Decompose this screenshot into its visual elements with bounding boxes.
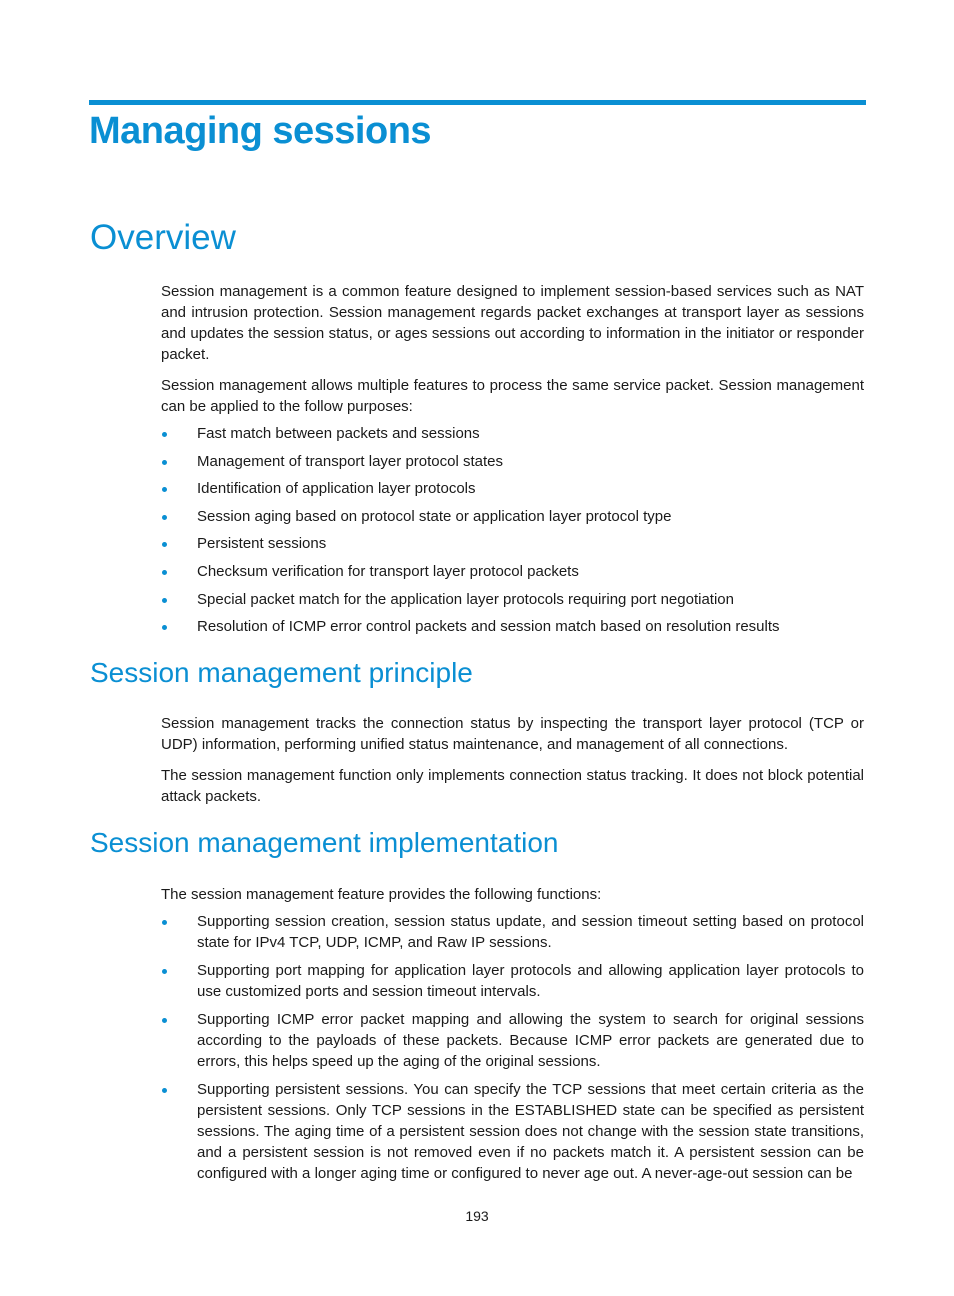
implementation-heading: Session management implementation: [90, 827, 559, 858]
bullet-icon: [162, 1018, 167, 1023]
bullet-icon: [162, 969, 167, 974]
list-item: Resolution of ICMP error control packets and session match based on resolution results: [161, 616, 864, 637]
implementation-bullet-list: [161, 911, 864, 1191]
bullet-icon: [162, 515, 167, 520]
bullet-icon: [162, 487, 167, 492]
principle-heading: Session management principle: [90, 657, 473, 688]
principle-paragraph-2: The session management function only implements connection status tracking. It does not block potential attack packets.: [161, 767, 864, 805]
list-item: Identification of application layer protocols: [161, 478, 864, 499]
overview-bullet-list: [161, 423, 864, 644]
bullet-icon: [162, 625, 167, 630]
list-item: Supporting ICMP error packet mapping and allowing the system to search for original sessions according to the payloads of these packets. Because ICMP error packets are generated due to errors, this helps speed up the aging of the original sessions.: [161, 1009, 864, 1072]
list-item: Persistent sessions: [161, 533, 864, 554]
overview-paragraph-2: Session management allows multiple features to process the same service packet. Session management can be applied to the follow purposes:: [161, 377, 864, 415]
bullet-icon: [162, 570, 167, 575]
list-item: Supporting port mapping for application layer protocols and allowing application layer protocols to use customized ports and session timeout intervals.: [161, 960, 864, 1002]
principle-paragraph-1: Session management tracks the connection status by inspecting the transport layer protocol (TCP or UDP) information, performing unified status maintenance, and management of all connections.: [161, 715, 864, 753]
overview-paragraph-1: Session management is a common feature designed to implement session-based services such as NAT and intrusion protection. Session management regards packet exchanges at transport layer as sessions and updates the session status, or ages sessions out according to information in the initiator or responder packet.: [161, 283, 864, 363]
chapter-title: Managing sessions: [89, 110, 432, 152]
bullet-icon: [162, 460, 167, 465]
list-item: Fast match between packets and sessions: [161, 423, 864, 444]
bullet-icon: [162, 1088, 167, 1093]
list-item: Supporting persistent sessions. You can specify the TCP sessions that meet certain criteria as the persistent sessions. Only TCP sessions in the ESTABLISHED state can be specified as persistent sessions. The aging time of a persistent session does not change with the session state transitions, and a persistent session is not removed even if no packets match it. A persistent session can be configured with a longer aging time or configured to never age out. A never-age-out session can be: [161, 1079, 864, 1184]
implementation-paragraph-1: The session management feature provides the following functions:: [161, 886, 602, 903]
list-item: Checksum verification for transport layer protocol packets: [161, 561, 864, 582]
list-item: Supporting session creation, session status update, and session timeout setting based on protocol state for IPv4 TCP, UDP, ICMP, and Raw IP sessions.: [161, 911, 864, 953]
bullet-icon: [162, 432, 167, 437]
bullet-icon: [162, 920, 167, 925]
bullet-icon: [162, 542, 167, 547]
chapter-rule: [89, 100, 866, 105]
page-number: 193: [465, 1208, 489, 1224]
list-item: Session aging based on protocol state or application layer protocol type: [161, 506, 864, 527]
list-item: Management of transport layer protocol states: [161, 451, 864, 472]
list-item: Special packet match for the application layer protocols requiring port negotiation: [161, 589, 864, 610]
overview-heading: Overview: [90, 218, 236, 257]
bullet-icon: [162, 598, 167, 603]
